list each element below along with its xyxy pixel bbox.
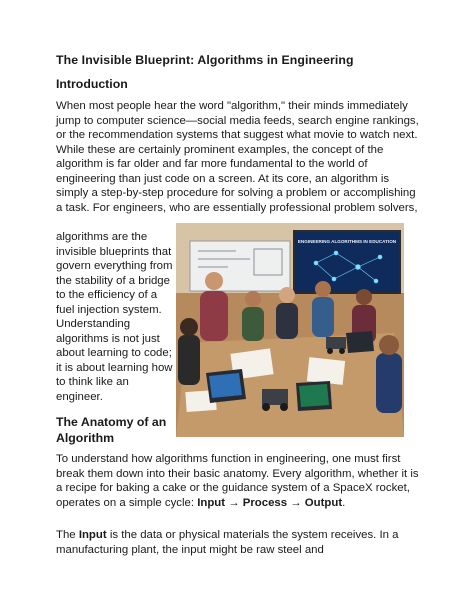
input-paragraph-rest: is the data or physical materials the system receives. In a manufacturing plant, the input might be raw steel and xyxy=(56,529,399,556)
intro-paragraph-continued: algorithms are the invisible blueprints that govern everything from the stability of a bridge to the efficiency of a fuel injection system. Understanding algorithms is not just about learning to code; it is about learning how to think like an engineer. xyxy=(56,231,173,403)
paper-sheet xyxy=(307,357,345,385)
intro-paragraph: When most people hear the word "algorithm," their minds immediately jump to computer science—social media feeds, search engine rankings, or the recommendation systems that suggest what movie to watch next. While these are certainly prominent examples, the concept of the algorithm is far older and far more fundamental to the world of engineering than just code on a screen. At its core, an algorithm is simply a step-by-step procedure for solving a problem or accomplishing a task. For engineers, who are essentially professional problem solvers, xyxy=(56,100,419,214)
screen-caption: ENGINEERING ALGORITHMS IN EDUCATION xyxy=(297,239,397,244)
document-title: The Invisible Blueprint: Algorithms in Engineering xyxy=(56,53,354,67)
classroom-photo xyxy=(176,223,404,437)
anatomy-period: . xyxy=(342,496,346,509)
input-lead: The xyxy=(56,529,76,541)
anatomy-paragraph xyxy=(56,452,424,510)
anatomy-heading: The Anatomy of an Algorithm xyxy=(56,415,167,445)
anatomy-cycle: Input → Process → Output xyxy=(197,496,343,509)
introduction-heading: Introduction xyxy=(56,77,128,91)
input-term: Input xyxy=(78,529,107,541)
classroom-illustration xyxy=(176,223,404,437)
anatomy-paragraph-text: To understand how algorithms function in engineering, one must first break them down into their basic anatomy. Every algorithm, whether it is a recipe for baking a cake or the guidance system of a SpaceX rocket, operates on a simple cycle: xyxy=(56,453,419,509)
input-paragraph xyxy=(56,528,424,557)
